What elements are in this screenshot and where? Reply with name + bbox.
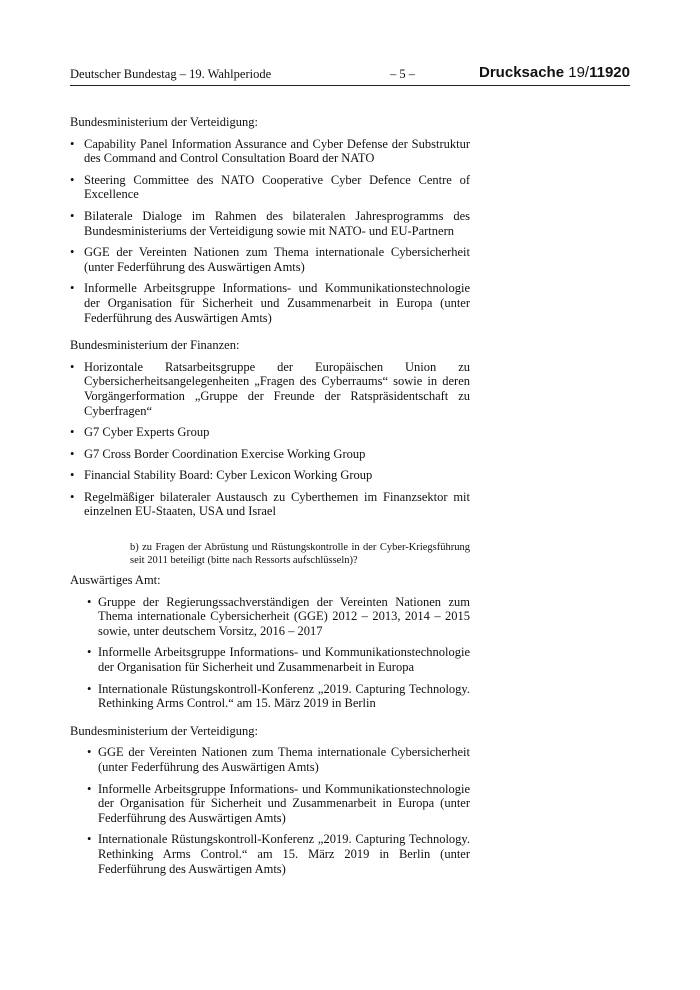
list-item-text: G7 Cyber Experts Group (84, 425, 210, 440)
list-item-text: Internationale Rüstungskontroll-Konferenz „2019. Capturing Technology. Rethinking Arms Control.“ am 15. März 2019 in Berlin (unter Federführung des Auswärtigen Amts) (98, 832, 470, 876)
list-item (70, 490, 470, 519)
section-title: Bundesministerium der Verteidigung: (70, 723, 258, 738)
bullet-list (70, 595, 470, 711)
bullet-icon: • (87, 681, 92, 696)
list-item-text: Bilaterale Dialoge im Rahmen des bilateralen Jahresprogramms des Bundesministeriums der Verteidigung sowie mit NATO- und EU-Partnern (84, 208, 470, 238)
bullet-icon: • (70, 359, 75, 374)
drucksache-number: 11920 (589, 64, 630, 81)
drucksache-prefix: 19/ (564, 64, 590, 81)
list-item (70, 595, 470, 639)
list-item-text: Steering Committee des NATO Cooperative Cyber Defence Centre of Excellence (84, 172, 470, 202)
list-item-text: Informelle Arbeitsgruppe Informations- und Kommunikationstechnologie der Organisation für Sicherheit und Zusammenarbeit in Europa (98, 645, 470, 675)
list-item-text: Regelmäßiger bilateraler Austausch zu Cyberthemen im Finanzsektor mit einzelnen EU-Staaten, USA und Israel (84, 489, 470, 519)
bullet-icon: • (87, 781, 92, 796)
bullet-icon: • (87, 745, 92, 760)
header-drucksache (479, 64, 630, 81)
section-title: Bundesministerium der Finanzen: (70, 338, 240, 353)
list-item-text: Informelle Arbeitsgruppe Informations- und Kommunikationstechnologie der Organisation für Sicherheit und Zusammenarbeit in Europa (unter Federführung des Auswärtigen Amts) (84, 281, 470, 325)
list-item (70, 782, 470, 826)
bullet-icon: • (70, 425, 75, 440)
bullet-icon: • (70, 136, 75, 151)
list-item (70, 173, 470, 202)
list-item (70, 245, 470, 274)
list-item (70, 468, 470, 483)
bullet-icon: • (70, 172, 75, 187)
bullet-icon: • (87, 645, 92, 660)
list-item-text: Gruppe der Regierungssachverständigen der Vereinten Nationen zum Thema internationale Cybersicherheit (GGE) 2012 – 2013, 2014 – 2015 sowie, unter deutschem Vorsitz, 2016 – 2017 (98, 594, 470, 638)
list-item (70, 425, 470, 440)
list-item (70, 745, 470, 774)
list-item (70, 281, 470, 325)
list-item-text: Internationale Rüstungskontroll-Konferenz „2019. Capturing Technology. Rethinking Arms Control.“ am 15. März 2019 in Berlin (98, 681, 470, 711)
bullet-icon: • (87, 594, 92, 609)
list-item-text: Financial Stability Board: Cyber Lexicon Working Group (84, 468, 373, 483)
list-item (70, 360, 470, 418)
list-item-text: GGE der Vereinten Nationen zum Thema internationale Cybersicherheit (unter Federführung des Auswärtigen Amts) (98, 745, 470, 774)
bullet-icon: • (70, 489, 75, 504)
bullet-icon: • (70, 208, 75, 223)
page-header (70, 65, 630, 86)
bullet-icon: • (70, 446, 75, 461)
bullet-list (70, 745, 470, 876)
bullet-icon: • (70, 281, 75, 296)
bullet-list (70, 137, 470, 326)
section-title: Auswärtiges Amt: (70, 573, 161, 588)
bullet-icon: • (70, 468, 75, 483)
section-title: Bundesministerium der Verteidigung: (70, 115, 258, 129)
drucksache-label: Drucksache (479, 64, 565, 81)
question-b: b) zu Fragen der Abrüstung und Rüstungskontrolle in der Cyber-Kriegsführung seit 2011 beteiligt (bitte nach Ressorts aufschlüsseln)? (130, 542, 470, 567)
list-item-text: Capability Panel Information Assurance and Cyber Defense der Substruktur des Command and Control Consultation Board der NATO (84, 136, 470, 166)
list-item-text: G7 Cross Border Coordination Exercise Working Group (84, 446, 366, 461)
list-item-text: GGE der Vereinten Nationen zum Thema internationale Cybersicherheit (unter Federführung des Auswärtigen Amts) (84, 245, 470, 274)
bullet-list (70, 360, 470, 519)
bullet-icon: • (87, 832, 92, 847)
list-item (70, 645, 470, 674)
bullet-icon: • (70, 245, 75, 260)
list-item (70, 137, 470, 166)
document-body (70, 115, 470, 883)
list-item-text: Informelle Arbeitsgruppe Informations- und Kommunikationstechnologie der Organisation für Sicherheit und Zusammenarbeit in Europa (unter Federführung des Auswärtigen Amts) (98, 781, 470, 825)
list-item (70, 209, 470, 238)
header-publication: Deutscher Bundestag – 19. Wahlperiode (70, 67, 272, 81)
list-item (70, 682, 470, 711)
list-item (70, 447, 470, 462)
header-page-number: – 5 – (390, 67, 415, 81)
list-item-text: Horizontale Ratsarbeitsgruppe der Europäischen Union zu Cybersicherheitsangelegenheiten „Fragen des Cyberraums“ sowie in deren Vorgängerformation „Gruppe der Freunde der Ratspräsidentschaft zu Cyberfragen“ (84, 359, 470, 418)
list-item (70, 832, 470, 876)
